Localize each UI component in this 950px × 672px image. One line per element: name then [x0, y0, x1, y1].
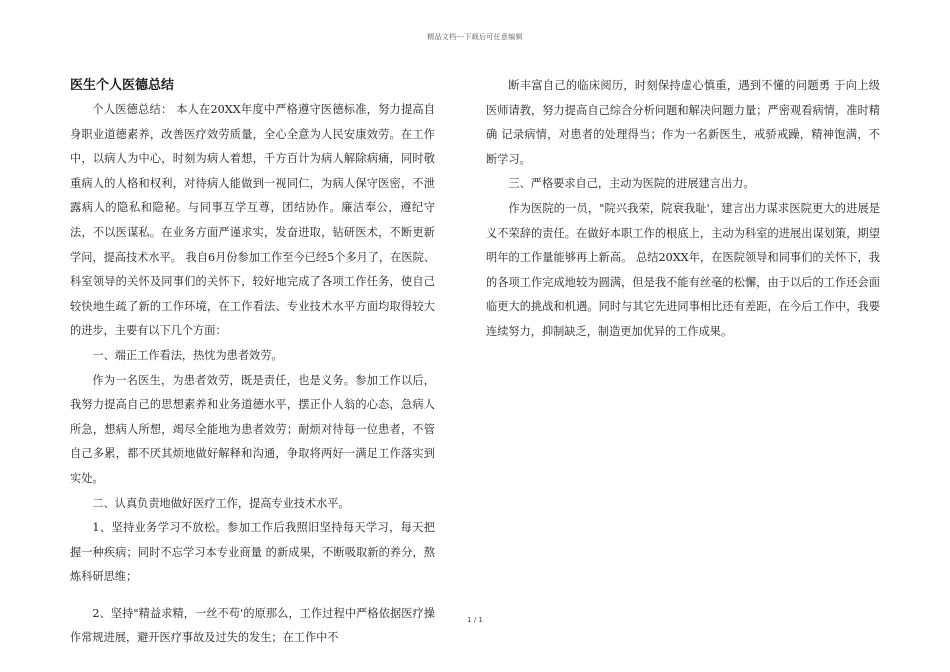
section-heading-one: 一、端正工作看法，热忱为患者效劳。: [92, 348, 283, 362]
paragraph-item-one: 1、坚持业务学习不放松。参加工作后我照旧坚持每天学习，每天把握一种疾病；同时不忘学习本专业商量 的新成果，不断吸取新的养分，熬炼科研思维；: [70, 521, 435, 584]
document-title: 医生个人医德总结: [70, 78, 175, 93]
page-number: 1 / 1: [467, 616, 483, 624]
paragraph-section-three: 作为医院的一员，"院兴我荣，院衰我耻'，建言出力谋求医院更大的进展是义不荣辞的责任。在做好本职工作的根底上，主动为科室的进展出谋划策，期望明年的工作量能够再上新高。 总结20XX年，在医院领导和同事们的关怀下，我的各项工作完成地较为圆满，但是我不能有丝毫的松懈，由于以后的工作还会面临更大的挑战和机遇。同时与其它先进同事相比还有差距，在今后工作中，我要连续努力，抑制缺乏，制造更加优异的工作成果。: [486, 201, 880, 338]
section-heading-two: 二、认真负责地做好医疗工作，提高专业技术水平。: [92, 496, 350, 510]
paragraph-gap: [70, 590, 435, 602]
section-heading-three: 三、严格要求自己，主动为医院的进展建言出力。: [508, 177, 755, 191]
right-column: [486, 74, 880, 345]
paragraph-continuation: 断丰富自己的临床阅历，时刻保持虚心慎重，遇到不懂的问题勇 于向上级医师请教，努力提高自己综合分析问题和解决问题力量；严密观看病情，准时精确 记录病情，对患者的处理得当；作为一名新医生，戒骄戒躁，精神饱满，不断学习。: [486, 79, 880, 166]
left-column: [70, 74, 435, 651]
paragraph-intro: 个人医德总结： 本人在20XX年度中严格遵守医德标准，努力提高自身职业道德素养，改善医疗效劳质量，全心全意为人民安康效劳。在工作中，以病人为中心，时刻为病人着想，千方百计为病人解除病痛，同时敬重病人的人格和权利，对待病人能做到一视同仁，为病人保守医密，不泄露病人的隐私和隐秘。与同事互学互尊，团结协作。廉洁奉公，遵纪守法，不以医谋私。在业务方面严谨求实，发奋进取，钻研医术，不断更新学问，提高技术水平。 我自6月份参加工作至今已经5个多月了，在医院、科室领导的关怀及同事们的关怀下，较好地完成了各项工作任务，使自己较快地生疏了新的工作环境，在工作看法、专业技术水平方面均取得较大的进步，主要有以下几个方面：: [70, 103, 435, 338]
paragraph-section-one: 作为一名医生，为患者效劳，既是责任，也是义务。参加工作以后，我努力提高自己的思想素养和业务道德水平，摆正仆人翁的心态，急病人所急，想病人所想，竭尽全能地为患者效劳；耐烦对待每一位患者，不管自己多累，都不厌其烦地做好解释和沟通，争取将两好一满足工作落实到实处。: [70, 373, 435, 485]
paragraph-item-two: 2、坚持"精益求精，一丝不苟'的原那么，工作过程中严格依据医疗操作常规进展，避开医疗事故及过失的发生；在工作中不: [70, 606, 435, 645]
header-note: 精品文档---下载后可任意编辑: [427, 33, 523, 41]
